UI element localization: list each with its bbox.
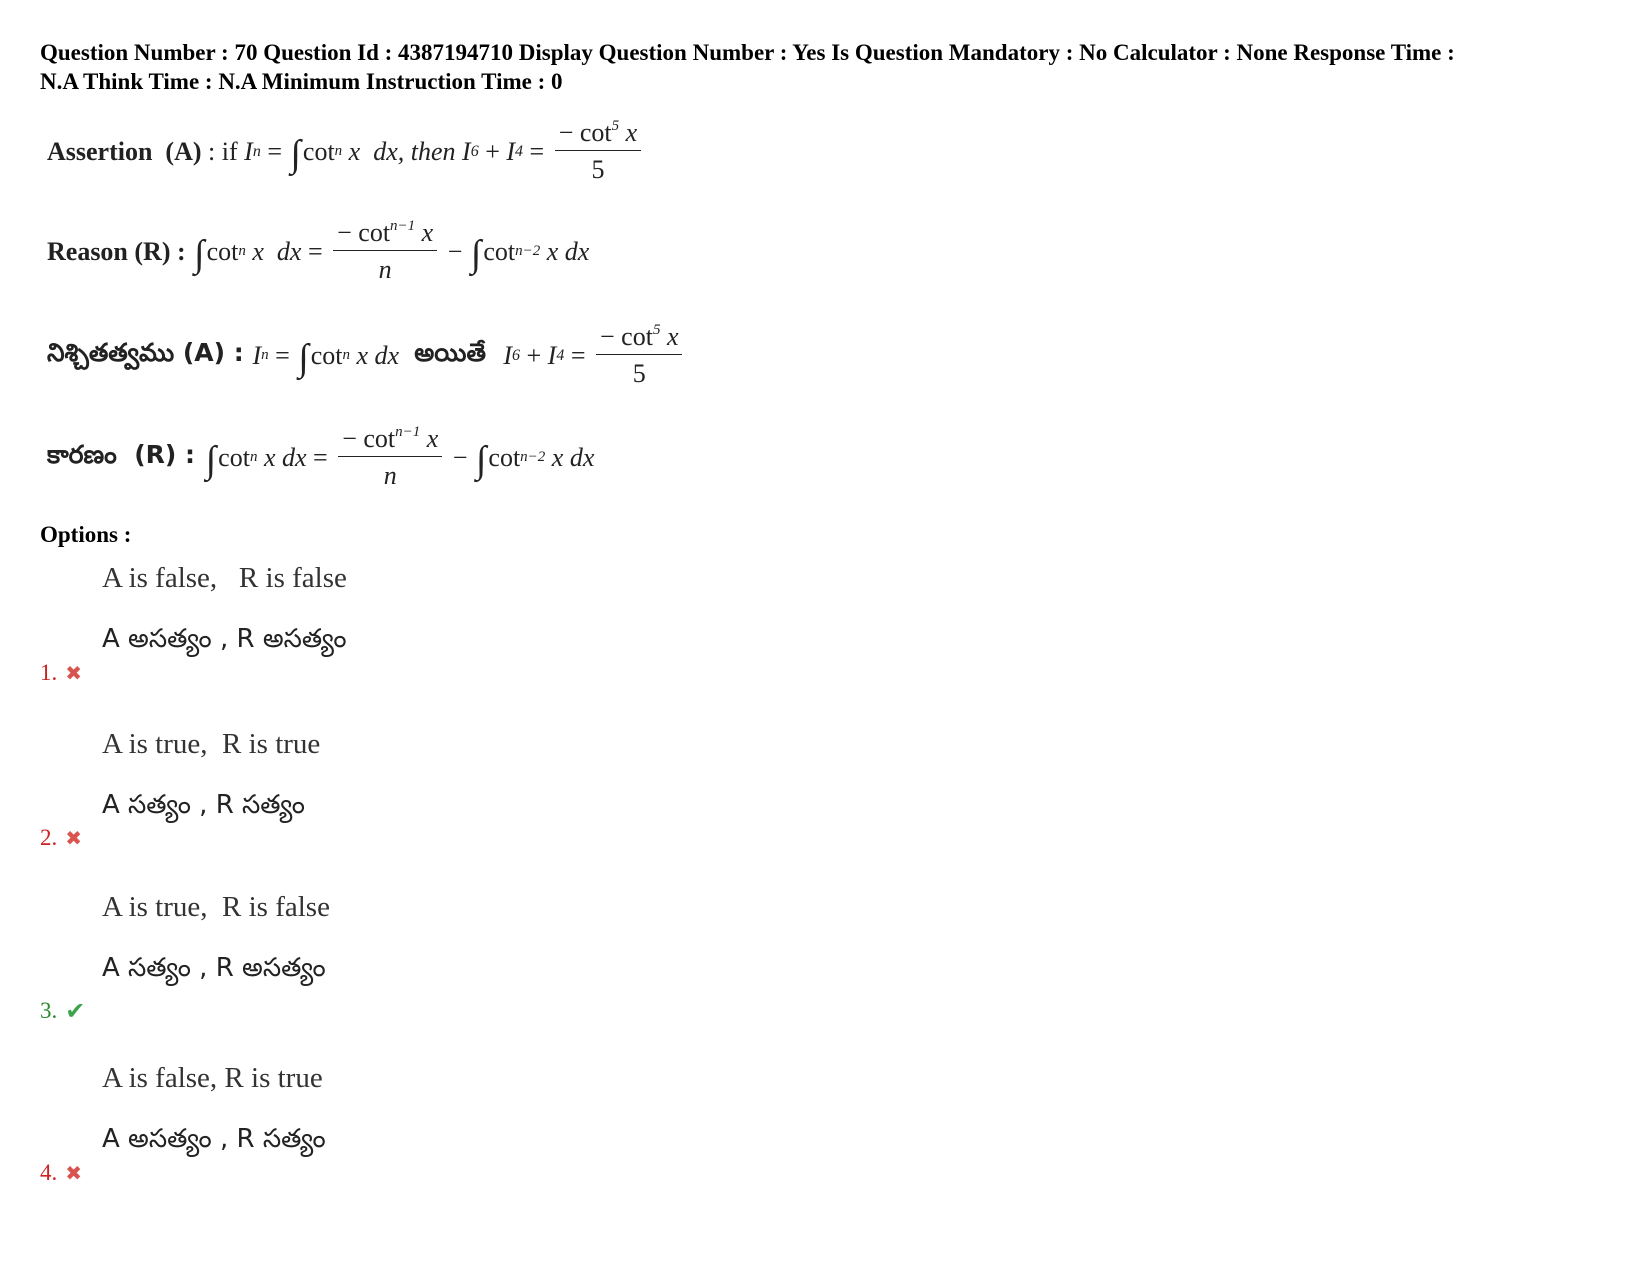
integral-sign: ∫ <box>475 438 487 481</box>
assertion-telugu-label: నిశ్చితత్వము (A) : <box>47 337 253 367</box>
option-3-english[interactable]: A is true, R is false <box>102 891 330 923</box>
check-icon: ✔ <box>65 997 86 1025</box>
options-label: Options : <box>40 522 132 547</box>
reason-label: Reason (R) : <box>47 236 193 266</box>
integral-sign: ∫ <box>470 232 482 275</box>
fraction: $\frac{- \cot^{n-1} x}{n}$ <box>333 218 437 285</box>
assertion-label: Assertion (A) <box>47 136 202 166</box>
question-header <box>40 38 1620 96</box>
option-4-english[interactable]: A is false, R is true <box>102 1062 323 1094</box>
header-line-2: N.A Think Time : N.A Minimum Instruction Time : 0 <box>40 69 563 94</box>
option-1-number[interactable]: 1. ✖ <box>40 660 83 685</box>
option-4-telugu[interactable]: A అసత్యం , R సత్యం <box>102 1124 326 1154</box>
integral-sign: ∫ <box>205 438 217 481</box>
reason-english: Reason (R) : ∫ cot n x dx = $\frac{- \cot^{n-1} x}{n}$ − ∫ cot n−2 x dx <box>47 218 590 284</box>
option-3-telugu[interactable]: A సత్యం , R అసత్యం <box>102 953 326 983</box>
integral-sign: ∫ <box>194 232 205 275</box>
header-line-1: Question Number : 70 Question Id : 4387194710 Display Question Number : Yes Is Question Mandatory : No Calculator : None Response Time : <box>40 40 1455 65</box>
reason-telugu-label: కారణం (R) : <box>47 439 204 469</box>
option-2-telugu[interactable]: A సత్యం , R సత్యం <box>102 790 305 820</box>
option-1-telugu[interactable]: A అసత్యం , R అసత్యం <box>102 624 347 654</box>
reason-telugu: కారణం (R) : ∫ cot n x dx = $\frac{- \cot^{n-1} x}{n}$ − ∫ cot n−2 x dx <box>47 424 595 490</box>
option-2-number[interactable]: 2. ✖ <box>40 825 83 850</box>
cross-icon: ✖ <box>65 826 83 850</box>
assertion-english: Assertion (A) : if I n = ∫ cot n x dx, then I 6 + I 4 = $\frac{- \cot^5 x}{5}$ <box>47 118 645 185</box>
cross-icon: ✖ <box>65 1161 83 1185</box>
option-4-number[interactable]: 4. ✖ <box>40 1160 83 1185</box>
fraction: $\frac{- \cot^{n-1} x}{n}$ <box>338 424 442 491</box>
option-2-english[interactable]: A is true, R is true <box>102 728 321 760</box>
fraction: $\frac{- \cot^5 x}{5}$ <box>596 322 682 389</box>
integral-sign: ∫ <box>290 132 301 175</box>
cross-icon: ✖ <box>65 661 83 685</box>
integral-sign: ∫ <box>298 336 309 379</box>
option-1-english[interactable]: A is false, R is false <box>102 562 347 594</box>
assertion-telugu: నిశ్చితత్వము (A) : I n = ∫ cot n x dx అయితే I 6 + I 4 = $\frac{- \cot^5 x}{5}$ <box>47 322 686 389</box>
option-3-number[interactable]: 3. ✔ <box>40 997 86 1025</box>
fraction: $\frac{- \cot^5 x}{5}$ <box>555 118 641 185</box>
